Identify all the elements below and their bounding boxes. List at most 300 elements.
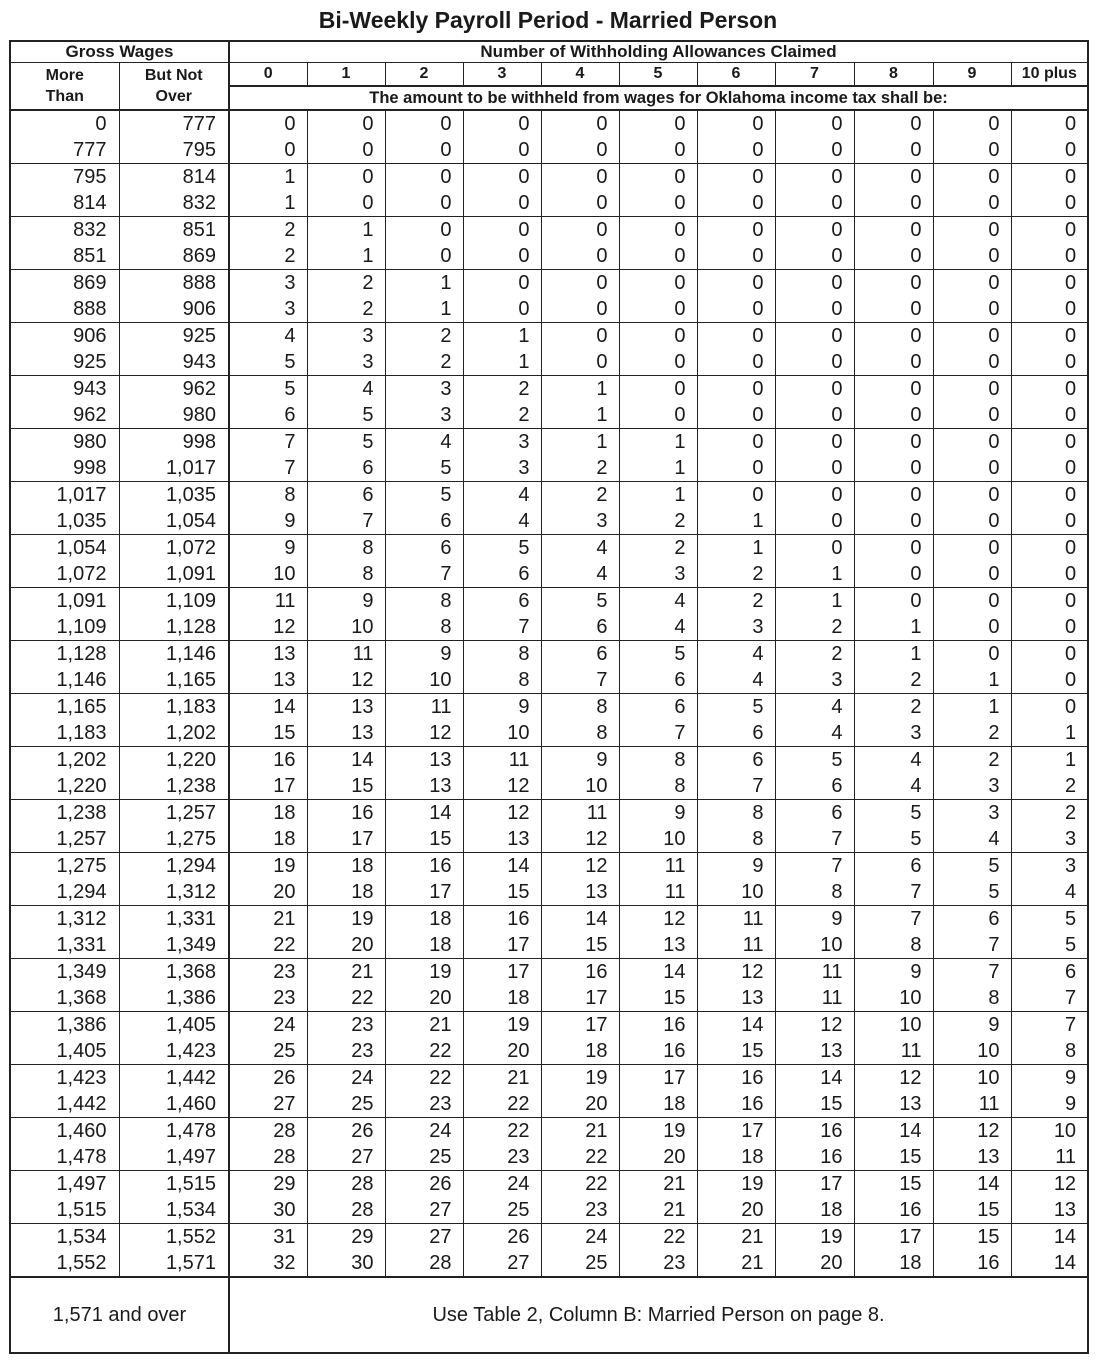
more-than-cell: 1,091 — [10, 588, 119, 615]
withholding-amount-cell: 26 — [307, 1118, 385, 1145]
withholding-amount-cell: 12 — [541, 826, 619, 853]
withholding-amount-cell: 28 — [385, 1250, 463, 1277]
withholding-amount-cell: 9 — [307, 588, 385, 615]
withholding-amount-cell: 0 — [933, 323, 1011, 350]
withholding-amount-cell: 7 — [933, 932, 1011, 959]
withholding-amount-cell: 12 — [463, 773, 541, 800]
withholding-amount-cell: 13 — [463, 826, 541, 853]
withholding-amount-cell: 9 — [1011, 1065, 1088, 1092]
withholding-amount-cell: 0 — [854, 270, 933, 297]
withholding-amount-cell: 28 — [229, 1144, 307, 1171]
withholding-amount-cell: 0 — [1011, 508, 1088, 535]
table-row — [10, 376, 1088, 403]
withholding-amount-cell: 0 — [1011, 110, 1088, 137]
table-row — [10, 1118, 1088, 1145]
withholding-amount-cell: 7 — [229, 455, 307, 482]
withholding-amount-cell: 0 — [697, 137, 775, 164]
withholding-amount-cell: 6 — [1011, 959, 1088, 986]
withholding-amount-cell: 9 — [1011, 1091, 1088, 1118]
withholding-amount-cell: 18 — [541, 1038, 619, 1065]
withholding-amount-cell: 5 — [229, 349, 307, 376]
but-not-over-cell: 1,054 — [119, 508, 229, 535]
withholding-amount-cell: 11 — [854, 1038, 933, 1065]
withholding-amount-cell: 8 — [619, 747, 697, 774]
withholding-amount-cell: 13 — [1011, 1197, 1088, 1224]
withholding-amount-cell: 6 — [541, 641, 619, 668]
withholding-amount-cell: 0 — [1011, 164, 1088, 191]
withholding-amount-cell: 14 — [933, 1171, 1011, 1198]
withholding-amount-cell: 9 — [775, 906, 854, 933]
but-not-over-cell: 1,515 — [119, 1171, 229, 1198]
withholding-amount-cell: 13 — [775, 1038, 854, 1065]
withholding-amount-cell: 2 — [933, 747, 1011, 774]
withholding-amount-cell: 8 — [854, 932, 933, 959]
withholding-amount-cell: 9 — [385, 641, 463, 668]
but-not-over-cell: 795 — [119, 137, 229, 164]
withholding-amount-cell: 0 — [854, 402, 933, 429]
withholding-amount-cell: 5 — [1011, 906, 1088, 933]
withholding-amount-cell: 0 — [1011, 402, 1088, 429]
withholding-amount-cell: 1 — [619, 482, 697, 509]
withholding-amount-cell: 15 — [619, 985, 697, 1012]
more-than-cell: 851 — [10, 243, 119, 270]
withholding-amount-cell: 17 — [541, 985, 619, 1012]
withholding-amount-cell: 8 — [307, 535, 385, 562]
more-than-cell: 1,183 — [10, 720, 119, 747]
more-than-cell: 795 — [10, 164, 119, 191]
withholding-amount-cell: 10 — [385, 667, 463, 694]
withholding-amount-cell: 0 — [619, 190, 697, 217]
withholding-amount-cell: 6 — [933, 906, 1011, 933]
withholding-amount-cell: 2 — [697, 561, 775, 588]
withholding-amount-cell: 0 — [1011, 217, 1088, 244]
withholding-amount-cell: 0 — [1011, 429, 1088, 456]
withholding-amount-cell: 1 — [385, 270, 463, 297]
table-row — [10, 641, 1088, 668]
withholding-amount-cell: 0 — [1011, 694, 1088, 721]
withholding-amount-cell: 0 — [619, 137, 697, 164]
withholding-amount-cell: 0 — [541, 164, 619, 191]
withholding-amount-cell: 32 — [229, 1250, 307, 1277]
withholding-amount-cell: 2 — [1011, 773, 1088, 800]
withholding-amount-cell: 0 — [933, 376, 1011, 403]
but-not-over-cell: 1,017 — [119, 455, 229, 482]
withholding-amount-cell: 23 — [307, 1012, 385, 1039]
table-row — [10, 1091, 1088, 1118]
withholding-amount-cell: 0 — [619, 323, 697, 350]
withholding-amount-cell: 6 — [619, 667, 697, 694]
withholding-amount-cell: 0 — [775, 217, 854, 244]
withholding-amount-cell: 0 — [1011, 190, 1088, 217]
withholding-amount-cell: 0 — [775, 243, 854, 270]
withholding-amount-cell: 17 — [307, 826, 385, 853]
table-row — [10, 110, 1088, 137]
withholding-amount-cell: 11 — [541, 800, 619, 827]
withholding-amount-cell: 0 — [775, 482, 854, 509]
withholding-amount-cell: 3 — [541, 508, 619, 535]
withholding-amount-cell: 23 — [229, 959, 307, 986]
withholding-amount-cell: 0 — [933, 164, 1011, 191]
withholding-amount-cell: 0 — [775, 296, 854, 323]
table-row — [10, 270, 1088, 297]
withholding-amount-cell: 0 — [1011, 137, 1088, 164]
withholding-amount-cell: 0 — [775, 376, 854, 403]
withholding-amount-cell: 0 — [775, 455, 854, 482]
withholding-amount-cell: 2 — [1011, 800, 1088, 827]
table-row — [10, 217, 1088, 244]
withholding-amount-cell: 23 — [307, 1038, 385, 1065]
withholding-amount-cell: 0 — [229, 110, 307, 137]
withholding-amount-cell: 10 — [854, 985, 933, 1012]
withholding-amount-cell: 0 — [697, 376, 775, 403]
withholding-amount-cell: 0 — [1011, 667, 1088, 694]
more-than-cell: 1,515 — [10, 1197, 119, 1224]
withholding-amount-cell: 0 — [1011, 482, 1088, 509]
withholding-amount-cell: 19 — [775, 1224, 854, 1251]
withholding-amount-cell: 27 — [385, 1197, 463, 1224]
withholding-amount-cell: 6 — [775, 800, 854, 827]
withholding-amount-cell: 18 — [697, 1144, 775, 1171]
withholding-amount-cell: 4 — [775, 720, 854, 747]
footer-instruction: Use Table 2, Column B: Married Person on page 8. — [229, 1277, 1088, 1353]
withholding-amount-cell: 4 — [854, 747, 933, 774]
withholding-amount-cell: 0 — [775, 323, 854, 350]
withholding-amount-cell: 1 — [1011, 720, 1088, 747]
withholding-amount-cell: 6 — [385, 535, 463, 562]
withholding-amount-cell: 0 — [933, 190, 1011, 217]
but-not-over-cell: 1,423 — [119, 1038, 229, 1065]
withholding-amount-cell: 24 — [463, 1171, 541, 1198]
withholding-amount-cell: 0 — [697, 323, 775, 350]
withholding-amount-cell: 0 — [775, 349, 854, 376]
withholding-amount-cell: 0 — [541, 323, 619, 350]
withholding-amount-cell: 14 — [854, 1118, 933, 1145]
withholding-amount-cell: 18 — [463, 985, 541, 1012]
withholding-amount-cell: 0 — [541, 137, 619, 164]
withholding-amount-cell: 0 — [619, 402, 697, 429]
withholding-amount-cell: 6 — [229, 402, 307, 429]
withholding-amount-cell: 8 — [697, 800, 775, 827]
withholding-amount-cell: 0 — [697, 349, 775, 376]
withholding-amount-cell: 16 — [307, 800, 385, 827]
withholding-amount-cell: 2 — [775, 614, 854, 641]
withholding-amount-cell: 22 — [385, 1065, 463, 1092]
withholding-amount-cell: 0 — [933, 137, 1011, 164]
withholding-amount-cell: 12 — [463, 800, 541, 827]
but-not-over-cell: 1,035 — [119, 482, 229, 509]
withholding-amount-cell: 0 — [385, 190, 463, 217]
withholding-amount-cell: 0 — [385, 243, 463, 270]
withholding-amount-cell: 31 — [229, 1224, 307, 1251]
withholding-amount-cell: 9 — [229, 535, 307, 562]
withholding-amount-cell: 26 — [229, 1065, 307, 1092]
withholding-amount-cell: 6 — [775, 773, 854, 800]
but-not-over-cell: 1,072 — [119, 535, 229, 562]
withholding-amount-cell: 4 — [1011, 879, 1088, 906]
withholding-amount-cell: 22 — [385, 1038, 463, 1065]
withholding-amount-cell: 16 — [697, 1065, 775, 1092]
withholding-amount-cell: 2 — [307, 296, 385, 323]
withholding-amount-cell: 27 — [385, 1224, 463, 1251]
more-than-cell: 1,165 — [10, 694, 119, 721]
withholding-amount-cell: 5 — [229, 376, 307, 403]
withholding-amount-cell: 4 — [854, 773, 933, 800]
withholding-amount-cell: 21 — [463, 1065, 541, 1092]
but-not-over-cell: 962 — [119, 376, 229, 403]
withholding-amount-cell: 0 — [697, 455, 775, 482]
withholding-amount-cell: 12 — [307, 667, 385, 694]
more-than-cell: 1,460 — [10, 1118, 119, 1145]
withholding-amount-cell: 12 — [541, 853, 619, 880]
withholding-amount-cell: 11 — [775, 985, 854, 1012]
but-not-over-cell: 1,183 — [119, 694, 229, 721]
withholding-amount-cell: 0 — [307, 190, 385, 217]
more-than-cell: 906 — [10, 323, 119, 350]
withholding-amount-cell: 1 — [697, 535, 775, 562]
table-row — [10, 429, 1088, 456]
withholding-amount-cell: 11 — [619, 879, 697, 906]
withholding-amount-cell: 9 — [619, 800, 697, 827]
but-not-over-cell: 980 — [119, 402, 229, 429]
withholding-amount-cell: 16 — [619, 1038, 697, 1065]
table-row — [10, 1197, 1088, 1224]
withholding-amount-cell: 19 — [697, 1171, 775, 1198]
allowances-header: Number of Withholding Allowances Claimed — [229, 41, 1088, 63]
withholding-amount-cell: 10 — [933, 1038, 1011, 1065]
more-than-cell: 1,423 — [10, 1065, 119, 1092]
withholding-amount-cell: 1 — [541, 402, 619, 429]
withholding-amount-cell: 25 — [385, 1144, 463, 1171]
more-than-cell: 1,442 — [10, 1091, 119, 1118]
but-not-over-cell: 1,312 — [119, 879, 229, 906]
withholding-amount-cell: 27 — [463, 1250, 541, 1277]
withholding-amount-cell: 3 — [1011, 853, 1088, 880]
but-not-over-cell: 998 — [119, 429, 229, 456]
but-not-over-cell: 1,275 — [119, 826, 229, 853]
but-not-over-cell: 1,109 — [119, 588, 229, 615]
but-not-over-cell: 1,405 — [119, 1012, 229, 1039]
withholding-amount-cell: 0 — [463, 137, 541, 164]
withholding-amount-cell: 12 — [933, 1118, 1011, 1145]
withholding-amount-cell: 22 — [541, 1171, 619, 1198]
but-not-over-cell: 1,257 — [119, 800, 229, 827]
withholding-amount-cell: 4 — [619, 614, 697, 641]
withholding-amount-cell: 14 — [541, 906, 619, 933]
withholding-amount-cell: 17 — [463, 959, 541, 986]
more-than-cell: 1,386 — [10, 1012, 119, 1039]
withholding-amount-cell: 21 — [697, 1250, 775, 1277]
more-than-cell: 1,368 — [10, 985, 119, 1012]
withholding-amount-cell: 13 — [385, 773, 463, 800]
withholding-amount-cell: 0 — [933, 349, 1011, 376]
withholding-amount-cell: 3 — [463, 429, 541, 456]
withholding-amount-cell: 8 — [307, 561, 385, 588]
withholding-amount-cell: 2 — [229, 243, 307, 270]
withholding-amount-cell: 8 — [463, 641, 541, 668]
withholding-amount-cell: 8 — [697, 826, 775, 853]
withholding-amount-cell: 15 — [385, 826, 463, 853]
withholding-amount-cell: 13 — [307, 694, 385, 721]
but-not-over-cell: 1,442 — [119, 1065, 229, 1092]
withholding-amount-cell: 4 — [697, 641, 775, 668]
but-not-over-cell: 1,331 — [119, 906, 229, 933]
withholding-amount-cell: 0 — [854, 296, 933, 323]
withholding-amount-cell: 15 — [229, 720, 307, 747]
more-than-cell: 980 — [10, 429, 119, 456]
withholding-amount-cell: 16 — [229, 747, 307, 774]
more-than-cell: 777 — [10, 137, 119, 164]
withholding-amount-cell: 0 — [697, 243, 775, 270]
withholding-amount-cell: 14 — [619, 959, 697, 986]
but-not-over-cell: 1,128 — [119, 614, 229, 641]
withholding-amount-cell: 28 — [307, 1171, 385, 1198]
withholding-amount-cell: 15 — [854, 1171, 933, 1198]
table-row — [10, 402, 1088, 429]
table-row — [10, 906, 1088, 933]
withholding-amount-cell: 1 — [463, 349, 541, 376]
but-not-over-cell: 1,220 — [119, 747, 229, 774]
withholding-amount-cell: 28 — [307, 1197, 385, 1224]
withholding-amount-cell: 4 — [463, 482, 541, 509]
withholding-amount-cell: 0 — [619, 164, 697, 191]
table-row — [10, 535, 1088, 562]
withholding-amount-cell: 12 — [229, 614, 307, 641]
allowance-column-header: 4 — [541, 63, 619, 87]
withholding-amount-cell: 3 — [1011, 826, 1088, 853]
withholding-amount-cell: 8 — [385, 588, 463, 615]
withholding-amount-cell: 11 — [307, 641, 385, 668]
withholding-amount-cell: 5 — [463, 535, 541, 562]
withholding-amount-cell: 10 — [463, 720, 541, 747]
withholding-amount-cell: 0 — [463, 243, 541, 270]
withholding-amount-cell: 0 — [854, 429, 933, 456]
withholding-amount-cell: 1 — [229, 164, 307, 191]
gross-wages-header: Gross Wages — [10, 41, 229, 63]
withholding-amount-cell: 16 — [854, 1197, 933, 1224]
withholding-amount-cell: 1 — [541, 376, 619, 403]
withholding-note: The amount to be withheld from wages for Oklahoma income tax shall be: — [229, 86, 1088, 110]
withholding-amount-cell: 0 — [775, 402, 854, 429]
withholding-amount-cell: 2 — [385, 323, 463, 350]
table-row — [10, 614, 1088, 641]
withholding-amount-cell: 19 — [541, 1065, 619, 1092]
withholding-amount-cell: 12 — [775, 1012, 854, 1039]
withholding-amount-cell: 5 — [933, 853, 1011, 880]
withholding-amount-cell: 2 — [541, 455, 619, 482]
withholding-amount-cell: 24 — [307, 1065, 385, 1092]
allowance-column-header: 3 — [463, 63, 541, 87]
withholding-amount-cell: 13 — [307, 720, 385, 747]
withholding-amount-cell: 9 — [933, 1012, 1011, 1039]
withholding-amount-cell: 1 — [229, 190, 307, 217]
withholding-amount-cell: 22 — [541, 1144, 619, 1171]
withholding-amount-cell: 6 — [541, 614, 619, 641]
but-not-over-cell: 1,091 — [119, 561, 229, 588]
withholding-amount-cell: 10 — [1011, 1118, 1088, 1145]
withholding-amount-cell: 0 — [697, 482, 775, 509]
withholding-amount-cell: 5 — [933, 879, 1011, 906]
withholding-amount-cell: 2 — [541, 482, 619, 509]
withholding-amount-cell: 20 — [307, 932, 385, 959]
withholding-amount-cell: 8 — [1011, 1038, 1088, 1065]
withholding-amount-cell: 11 — [697, 932, 775, 959]
withholding-amount-cell: 17 — [463, 932, 541, 959]
withholding-amount-cell: 21 — [385, 1012, 463, 1039]
withholding-amount-cell: 10 — [933, 1065, 1011, 1092]
withholding-amount-cell: 0 — [854, 455, 933, 482]
table-row — [10, 720, 1088, 747]
withholding-amount-cell: 18 — [854, 1250, 933, 1277]
withholding-amount-cell: 1 — [541, 429, 619, 456]
withholding-amount-cell: 0 — [619, 110, 697, 137]
withholding-amount-cell: 20 — [619, 1144, 697, 1171]
withholding-amount-cell: 4 — [619, 588, 697, 615]
withholding-amount-cell: 14 — [307, 747, 385, 774]
withholding-amount-cell: 3 — [933, 800, 1011, 827]
withholding-amount-cell: 5 — [619, 641, 697, 668]
but-not-over-cell: 1,478 — [119, 1118, 229, 1145]
withholding-amount-cell: 21 — [619, 1171, 697, 1198]
withholding-amount-cell: 20 — [229, 879, 307, 906]
withholding-amount-cell: 24 — [541, 1224, 619, 1251]
withholding-amount-cell: 18 — [229, 800, 307, 827]
withholding-amount-cell: 10 — [619, 826, 697, 853]
withholding-amount-cell: 0 — [775, 535, 854, 562]
withholding-amount-cell: 0 — [933, 429, 1011, 456]
withholding-amount-cell: 0 — [775, 270, 854, 297]
more-than-cell: 1,497 — [10, 1171, 119, 1198]
withholding-amount-cell: 11 — [933, 1091, 1011, 1118]
more-than-cell: 1,017 — [10, 482, 119, 509]
more-than-cell: 1,238 — [10, 800, 119, 827]
more-than-cell: 1,534 — [10, 1224, 119, 1251]
more-than-cell: 1,035 — [10, 508, 119, 535]
table-row — [10, 985, 1088, 1012]
withholding-amount-cell: 10 — [854, 1012, 933, 1039]
withholding-amount-cell: 9 — [463, 694, 541, 721]
more-than-cell: 1,257 — [10, 826, 119, 853]
withholding-amount-cell: 13 — [229, 667, 307, 694]
withholding-amount-cell: 0 — [307, 164, 385, 191]
but-not-over-cell: 1,368 — [119, 959, 229, 986]
withholding-amount-cell: 16 — [933, 1250, 1011, 1277]
withholding-amount-cell: 0 — [933, 561, 1011, 588]
withholding-amount-cell: 7 — [697, 773, 775, 800]
withholding-amount-cell: 8 — [541, 720, 619, 747]
withholding-amount-cell: 3 — [385, 402, 463, 429]
withholding-amount-cell: 2 — [385, 349, 463, 376]
withholding-amount-cell: 1 — [854, 641, 933, 668]
withholding-amount-cell: 7 — [229, 429, 307, 456]
table-row — [10, 1144, 1088, 1171]
withholding-amount-cell: 0 — [854, 588, 933, 615]
withholding-amount-cell: 12 — [854, 1065, 933, 1092]
table-row — [10, 1012, 1088, 1039]
withholding-amount-cell: 8 — [463, 667, 541, 694]
withholding-amount-cell: 0 — [697, 190, 775, 217]
more-than-cell: 1,072 — [10, 561, 119, 588]
withholding-amount-cell: 6 — [854, 853, 933, 880]
withholding-amount-cell: 7 — [463, 614, 541, 641]
withholding-amount-cell: 14 — [229, 694, 307, 721]
withholding-amount-cell: 1 — [307, 243, 385, 270]
withholding-amount-cell: 18 — [385, 932, 463, 959]
more-than-cell: 1,054 — [10, 535, 119, 562]
allowance-column-header: 0 — [229, 63, 307, 87]
withholding-amount-cell: 2 — [619, 508, 697, 535]
but-not-over-cell: 1,165 — [119, 667, 229, 694]
withholding-amount-cell: 18 — [775, 1197, 854, 1224]
